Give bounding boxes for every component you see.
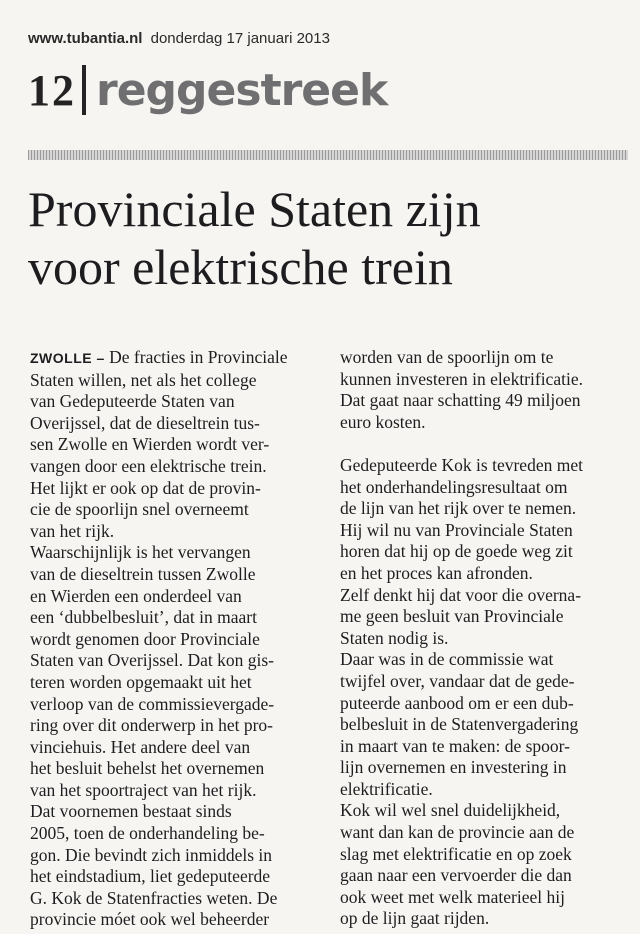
- article-line: [30, 564, 315, 586]
- article-line: [30, 758, 315, 780]
- article-line-text: euro kosten.: [340, 411, 426, 432]
- article-line-text: lijn overnemen en investering in: [340, 757, 567, 778]
- article-line: [340, 347, 625, 369]
- article-line-text: de lijn van het rijk over te nemen.: [340, 498, 577, 519]
- article-line: [340, 800, 625, 822]
- article-line: [340, 822, 625, 844]
- article-line-text: Gedeputeerde Kok is tevreden met: [340, 454, 583, 475]
- article-line: [30, 888, 315, 910]
- article-line: [30, 650, 315, 672]
- article-line-text: ook weet met welk materieel hij: [340, 886, 565, 907]
- article-line-text: Staten willen, net als het college: [30, 369, 257, 390]
- article-line: [340, 714, 625, 736]
- dateline: ZWOLLE –: [30, 350, 105, 366]
- article-line: [30, 694, 315, 716]
- article-line: [340, 887, 625, 909]
- article-line: [340, 649, 625, 671]
- article-line-text: teren worden opgemaakt uit het: [30, 671, 252, 692]
- article-line-text: Daar was in de commissie wat: [340, 649, 554, 670]
- article-line: [340, 736, 625, 758]
- headline-line: Provinciale Staten zijn: [28, 181, 481, 237]
- article-line-text: ring over dit onderwerp in het pro-: [30, 715, 273, 736]
- article-line: [30, 542, 315, 564]
- section-divider: [82, 65, 86, 115]
- masthead: [28, 30, 330, 47]
- article-line: [340, 671, 625, 693]
- article-line: [340, 498, 625, 520]
- issue-date: donderdag 17 januari 2013: [150, 30, 330, 47]
- article-line-text: Dat voornemen bestaat sinds: [30, 801, 232, 822]
- article-line: [340, 865, 625, 887]
- article-line-text: van de dieseltrein tussen Zwolle: [30, 563, 256, 584]
- article-line: [340, 541, 625, 563]
- article-line: [30, 629, 315, 651]
- article-line-text: en het proces kan afronden.: [340, 562, 533, 583]
- article-line-text: elektrificatie.: [340, 778, 433, 799]
- article-line-text: Staten nodig is.: [340, 627, 449, 648]
- article-column-2: [340, 347, 625, 930]
- article-line: [340, 908, 625, 930]
- article-line: [30, 499, 315, 521]
- article-line-text: Waarschijnlijk is het vervangen: [30, 542, 251, 563]
- article-line-text: Dat gaat naar schatting 49 miljoen: [340, 390, 581, 411]
- article-line-text: me geen besluit van Provinciale: [340, 606, 564, 627]
- article-line: [30, 801, 315, 823]
- article-line-text: van het rijk.: [30, 520, 115, 541]
- article-line: [30, 391, 315, 413]
- site-url: www.tubantia.nl: [28, 30, 143, 47]
- article-line-text: puteerde aanbood om er een dub-: [340, 692, 574, 713]
- article-line-text: in maart van te maken: de spoor-: [340, 735, 570, 756]
- article-line-text: het onderhandelingsresultaat om: [340, 476, 568, 497]
- article-line-text: gon. Die bevindt zich inmiddels in: [30, 844, 273, 865]
- article-line-text: op de lijn gaat rijden.: [340, 908, 490, 929]
- article-line: [340, 693, 625, 715]
- article-line-text: belbesluit in de Statenvergadering: [340, 714, 579, 735]
- article-line: [30, 586, 315, 608]
- article-line-text: provincie móet ook wel beheerder: [30, 909, 270, 930]
- article-line-text: cie de spoorlijn snel overneemt: [30, 499, 249, 520]
- headline-line: voor elektrische trein: [28, 239, 453, 295]
- article-line: [340, 606, 625, 628]
- article-column-1: [30, 347, 315, 931]
- article-line: [30, 672, 315, 694]
- article-line: [30, 715, 315, 737]
- article-line-text: worden van de spoorlijn om te: [340, 347, 554, 367]
- article-line: [30, 607, 315, 629]
- article-line: [340, 390, 625, 412]
- paragraph-gap: [340, 433, 625, 455]
- article-line: [30, 370, 315, 392]
- article-line: [30, 780, 315, 802]
- article-line: [30, 347, 315, 370]
- article-line-text: Staten van Overijssel. Dat kon gis-: [30, 650, 274, 671]
- article-line: [30, 866, 315, 888]
- article-line-text: Het lijkt er ook op dat de provin-: [30, 477, 261, 498]
- article-line: [340, 844, 625, 866]
- section-header: [28, 62, 387, 118]
- article-line-text: gaan naar een vervoerder die dan: [340, 865, 572, 886]
- article-line-text: vinciehuis. Het andere deel van: [30, 736, 251, 757]
- article-line-text: G. Kok de Statenfracties weten. De: [30, 887, 278, 908]
- article-line: [30, 434, 315, 456]
- section-rule: [28, 150, 628, 160]
- article-line-text: Zelf denkt hij dat voor die overna-: [340, 584, 582, 605]
- article-line-text: van Gedeputeerde Staten van: [30, 391, 235, 412]
- page-number: 12: [28, 65, 76, 115]
- article-line: [340, 779, 625, 801]
- article-line-text: horen dat hij op de goede weg zit: [340, 541, 573, 562]
- article-line: [340, 757, 625, 779]
- article-line: [340, 585, 625, 607]
- section-name: reggestreek: [96, 64, 388, 116]
- article-line: [30, 909, 315, 931]
- article-line-text: Hij wil nu van Provinciale Staten: [340, 519, 573, 540]
- article-line-text: twijfel over, vandaar dat de gede-: [340, 670, 575, 691]
- article-line: [340, 369, 625, 391]
- article-line: [30, 823, 315, 845]
- article-line-text: het eindstadium, liet gedeputeerde: [30, 866, 271, 887]
- article-line-text: een ‘dubbelbesluit’, dat in maart: [30, 607, 257, 628]
- article-line: [30, 737, 315, 759]
- article-line: [30, 478, 315, 500]
- article-line-text: vangen door een elektrische trein.: [30, 455, 267, 476]
- article-line: [30, 456, 315, 478]
- article-line: [30, 413, 315, 435]
- headline: [28, 180, 628, 296]
- article-line: [340, 520, 625, 542]
- article-line-text: Kok wil wel snel duidelijkheid,: [340, 800, 561, 821]
- article-line-text: wordt genomen door Provinciale: [30, 628, 260, 649]
- article-line-text: van het spoortraject van het rijk.: [30, 779, 257, 800]
- article-line: [30, 845, 315, 867]
- article-line-text: 2005, toen de onderhandeling be-: [30, 823, 265, 844]
- article-line: [340, 412, 625, 434]
- article-line-text: kunnen investeren in elektrificatie.: [340, 368, 583, 389]
- article-line-text: en Wierden een onderdeel van: [30, 585, 242, 606]
- article-line-text: slag met elektrificatie en op zoek: [340, 843, 572, 864]
- article-line: [30, 521, 315, 543]
- article-line-text: sen Zwolle en Wierden wordt ver-: [30, 434, 270, 455]
- article-line: [340, 628, 625, 650]
- article-line-text: het besluit behelst het overnemen: [30, 758, 265, 779]
- article-line: [340, 455, 625, 477]
- article-line-text: want dan kan de provincie aan de: [340, 822, 575, 843]
- article-line: [340, 477, 625, 499]
- article-line-text: De fracties in Provinciale: [109, 347, 288, 367]
- article-line-text: Overijssel, dat de dieseltrein tus-: [30, 412, 260, 433]
- article-line: [340, 563, 625, 585]
- article-line-text: verloop van de commissievergade-: [30, 693, 275, 714]
